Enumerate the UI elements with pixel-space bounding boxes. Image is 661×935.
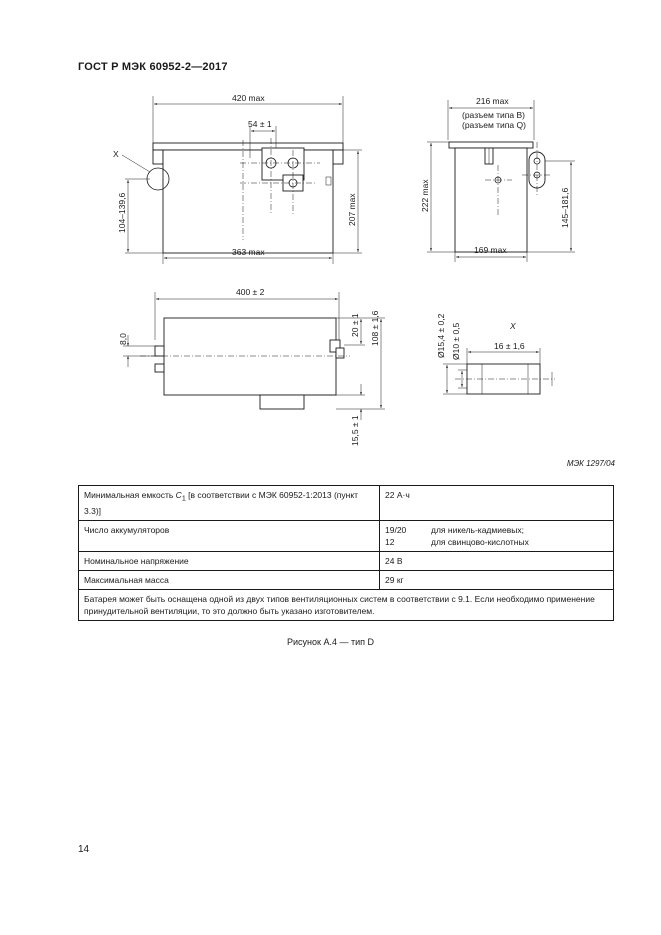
conn-b-note: (разъем типа B) bbox=[462, 110, 525, 120]
detail-x-label: X bbox=[510, 321, 516, 331]
figure-reference: МЭК 1297/04 bbox=[566, 459, 615, 468]
front-view bbox=[113, 93, 362, 264]
table-row bbox=[79, 570, 614, 589]
figure-caption: Рисунок А.4 — тип D bbox=[287, 637, 374, 647]
cells-label: Число аккумуляторов bbox=[79, 520, 380, 551]
dim-400: 400 ± 2 bbox=[236, 287, 265, 297]
side-view bbox=[420, 96, 575, 262]
mass-label: Максимальная масса bbox=[79, 570, 380, 589]
dim-20: 20 ± 1 bbox=[350, 313, 360, 337]
dim-10: Ø10 ± 0,5 bbox=[451, 322, 461, 360]
spec-table bbox=[78, 485, 614, 621]
top-view bbox=[118, 287, 385, 446]
table-row bbox=[79, 520, 614, 551]
dim-104: 104–139,6 bbox=[117, 192, 127, 233]
page-number: 14 bbox=[78, 844, 90, 855]
dim-108: 108 ± 1,6 bbox=[370, 310, 380, 346]
dim-15-4: Ø15,4 ± 0,2 bbox=[436, 313, 446, 358]
detail-x bbox=[436, 313, 555, 394]
cells-value: 19/20 для никель-кадмиевых; 12 для свинцово-кислотных bbox=[380, 520, 614, 551]
document-header: ГОСТ Р МЭК 60952-2—2017 bbox=[78, 61, 228, 73]
dim-8: 8,0 bbox=[118, 333, 128, 345]
dim-363: 363 max bbox=[232, 247, 265, 257]
voltage-value: 24 В bbox=[380, 551, 614, 570]
conn-q-note: (разъем типа Q) bbox=[462, 120, 526, 130]
dim-145: 145–181,6 bbox=[560, 187, 570, 228]
dim-216: 216 max bbox=[476, 96, 509, 106]
dim-222: 222 max bbox=[420, 179, 430, 212]
dim-15-5: 15,5 ± 1 bbox=[350, 415, 360, 446]
dim-169: 169 max bbox=[474, 245, 507, 255]
capacity-value: 22 А·ч bbox=[380, 486, 614, 521]
label-x: X bbox=[113, 149, 119, 159]
capacity-label: Минимальная емкость $C_1$ [в соответствии с МЭК 60952-1:2013 (пункт 3.3)] bbox=[79, 486, 380, 521]
table-row bbox=[79, 486, 614, 521]
voltage-label: Номинальное напряжение bbox=[79, 551, 380, 570]
table-row bbox=[79, 589, 614, 620]
dim-54: 54 ± 1 bbox=[248, 119, 272, 129]
ventilation-note: Батарея может быть оснащена одной из двух типов вентиляционных систем в соответствии с 9.1. Если необходимо применение принудительной вентиляции, то это должно быть указано изготовителем. bbox=[79, 589, 614, 620]
table-row bbox=[79, 551, 614, 570]
mass-value: 29 кг bbox=[380, 570, 614, 589]
dim-420: 420 max bbox=[232, 93, 265, 103]
dim-16: 16 ± 1,6 bbox=[494, 341, 525, 351]
dim-207: 207 max bbox=[347, 193, 357, 226]
